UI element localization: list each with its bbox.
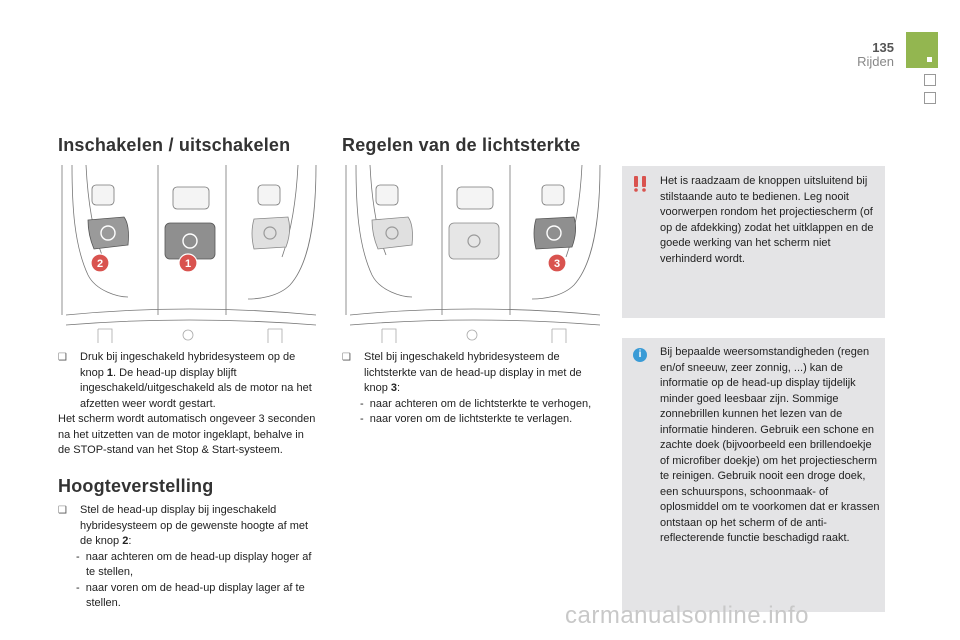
page-number: 135 <box>872 40 894 55</box>
knob-3 <box>534 217 576 249</box>
knob-3-placeholder <box>252 217 290 249</box>
knob-2-placeholder <box>372 217 413 249</box>
section-name: Rijden <box>857 54 894 69</box>
bullet-marker-icon: ❑ <box>58 505 67 516</box>
watermark: carmanualsonline.info <box>565 602 809 629</box>
callout-3-label: 3 <box>553 258 561 270</box>
callout-1 <box>179 254 197 272</box>
left-subtitle: Hoogteverstelling <box>58 476 214 496</box>
bullet-item: ❑ Druk bij ingeschakeld hybridesysteem op de knop 1. De head-up display blijft ingeschakeld/uitgeschakeld als de motor na het afzetten weer wordt gestart. <box>58 351 312 410</box>
middle-console-figure <box>342 165 604 345</box>
knob-2 <box>88 217 129 249</box>
left-body <box>58 350 316 459</box>
dash-item: - naar achteren om de head-up display hoger af te stellen, <box>76 550 312 578</box>
middle-title: Regelen van de lichtsterkte <box>342 135 581 155</box>
middle-body <box>342 350 598 428</box>
left-body-2 <box>58 503 316 612</box>
bullet-marker-icon: ❑ <box>58 352 67 363</box>
info-text: Bij bepaalde weersomstandigheden (regen en/of sneeuw, zeer zonnig, ...) kan de informatie op de head-up display tijdelijk minder goed leesbaar zijn. Sommige zonnebrillen kunnen het lezen van de informatie hinderen. Gebruik een schone en zachte doek (bijvoorbeeld een brillendoekje of microfiber doekje) om het projectiescherm te reinigen. Gebruik nooit een droge doek, een schuurspons, schoonmaak- of oplosmiddel om te voorkomen dat er krassen ontstaan op het scherm of de anti-reflecterende functie beschadigd raakt. <box>660 346 880 544</box>
section-tab <box>906 32 938 68</box>
left-paragraph: Het scherm wordt automatisch ongeveer 3 seconden na het uitzetten van de motor ingeklapt, behalve in de STOP-stand van het Stop & Start-systeem. <box>58 413 316 456</box>
left-title: Inschakelen / uitschakelen <box>58 135 291 155</box>
callout-2-label: 2 <box>96 258 104 270</box>
callout-3 <box>548 254 566 272</box>
warning-icon <box>632 176 648 192</box>
bullet-marker-icon: ❑ <box>342 352 351 363</box>
dash-item: - naar voren om de lichtsterkte te verlagen. <box>360 413 573 425</box>
knob-1 <box>165 223 215 259</box>
warning-note <box>622 166 885 318</box>
tab-box <box>924 74 936 86</box>
info-note <box>622 338 885 612</box>
warning-text: Het is raadzaam de knoppen uitsluitend bij stilstaande auto te bedienen. Leg nooit voorwerpen rondom het projectiescherm (of op de afdekking) zodat het uitklappen en de goede werking van het scherm niet verhinderd wordt. <box>660 175 874 265</box>
knob-1-placeholder <box>449 223 499 259</box>
bullet-item: ❑ Stel de head-up display bij ingeschakeld hybridesysteem op de gewenste hoogte af met de knop 2: <box>58 504 309 547</box>
tab-box <box>924 92 936 104</box>
callout-1-label: 1 <box>184 258 192 270</box>
callout-2 <box>91 254 109 272</box>
dash-item: - naar voren om de head-up display lager af te stellen. <box>76 581 305 609</box>
bullet-item: ❑ Stel bij ingeschakeld hybridesysteem de lichtsterkte van de head-up display in met de knop 3: <box>342 351 582 394</box>
info-icon: i <box>633 348 647 362</box>
dash-item: - naar achteren om de lichtsterkte te verhogen, <box>360 397 592 410</box>
left-console-figure <box>58 165 320 345</box>
